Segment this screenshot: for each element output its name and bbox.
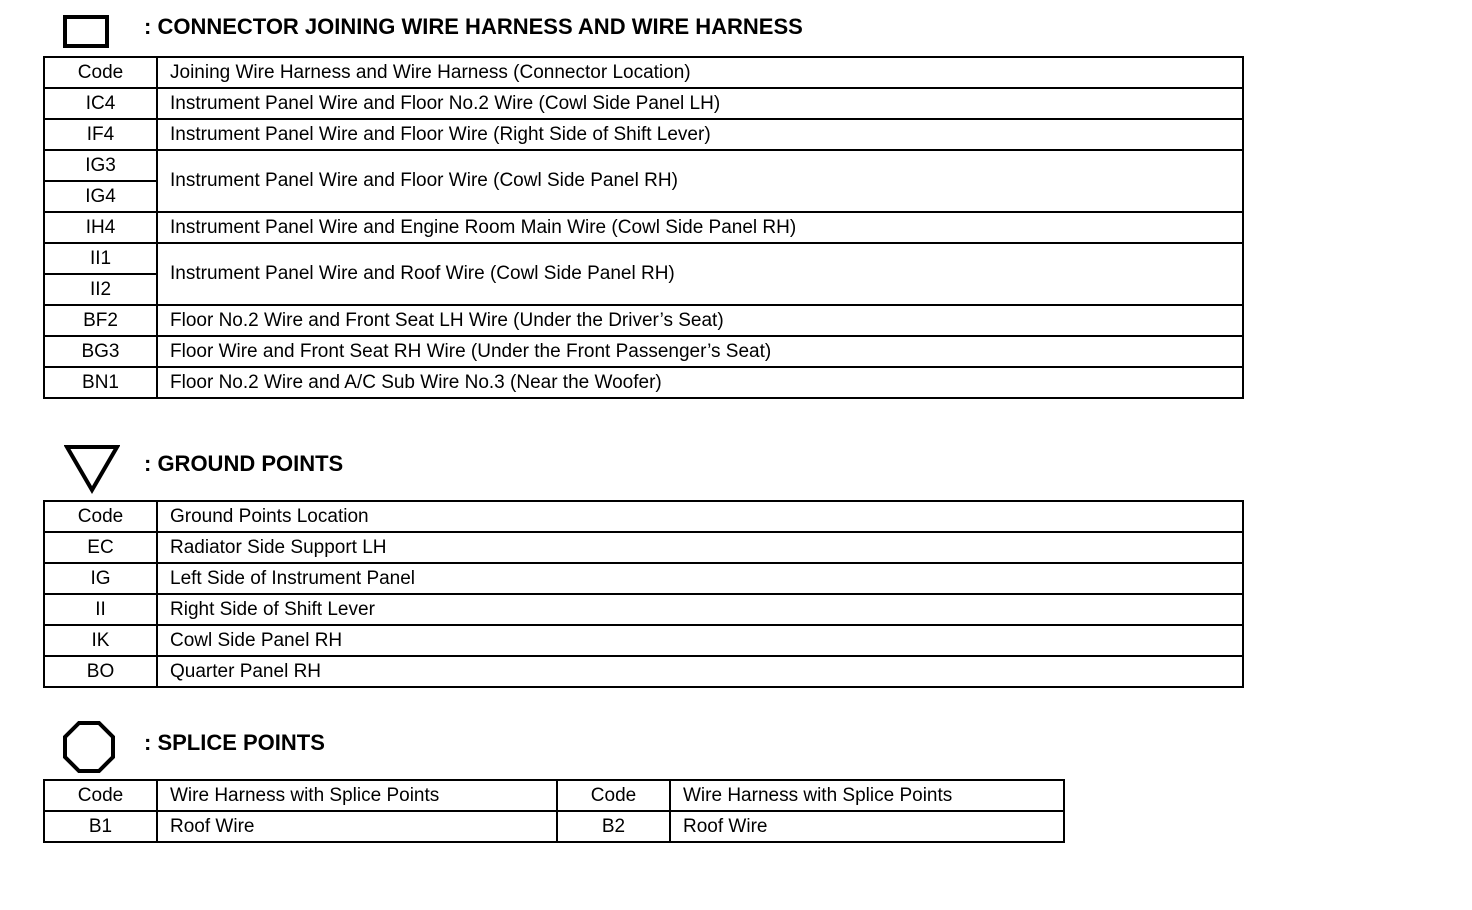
table-header-row [44, 501, 1243, 532]
table-row [44, 563, 1243, 594]
row-description: Quarter Panel RH [157, 656, 1243, 687]
table-row [44, 243, 1243, 274]
octagon-splice-icon [63, 721, 115, 773]
header-description: Joining Wire Harness and Wire Harness (Connector Location) [157, 57, 1243, 88]
row-code: II [44, 594, 157, 625]
connector-section-title: : CONNECTOR JOINING WIRE HARNESS AND WIRE HARNESS [144, 14, 803, 39]
row-description: Radiator Side Support LH [157, 532, 1243, 563]
row-description: Instrument Panel Wire and Floor Wire (Right Side of Shift Lever) [157, 119, 1243, 150]
row-code: IC4 [44, 88, 157, 119]
row-description: Instrument Panel Wire and Floor No.2 Wire (Cowl Side Panel LH) [157, 88, 1243, 119]
table-row [44, 212, 1243, 243]
table-row [44, 150, 1243, 181]
ground-table [43, 500, 1244, 688]
row-code: BO [44, 656, 157, 687]
row-description: Floor No.2 Wire and A/C Sub Wire No.3 (Near the Woofer) [157, 367, 1243, 398]
row-code: BN1 [44, 367, 157, 398]
table-header-row [44, 780, 1064, 811]
header-code: Code [44, 501, 157, 532]
header-description-right: Wire Harness with Splice Points [670, 780, 1064, 811]
header-code-left: Code [44, 780, 157, 811]
header-description: Ground Points Location [157, 501, 1243, 532]
table-row [44, 656, 1243, 687]
table-row [44, 88, 1243, 119]
header-code: Code [44, 57, 157, 88]
row-description: Instrument Panel Wire and Roof Wire (Cowl Side Panel RH) [157, 243, 1243, 305]
table-row [44, 367, 1243, 398]
header-code-right: Code [557, 780, 670, 811]
row-description: Right Side of Shift Lever [157, 594, 1243, 625]
row-description: Cowl Side Panel RH [157, 625, 1243, 656]
table-header-row [44, 57, 1243, 88]
row-code: BF2 [44, 305, 157, 336]
row-description: Floor No.2 Wire and Front Seat LH Wire (Under the Driver’s Seat) [157, 305, 1243, 336]
row-description-right: Roof Wire [670, 811, 1064, 842]
table-row [44, 305, 1243, 336]
row-code: II2 [44, 274, 157, 305]
row-code: IK [44, 625, 157, 656]
row-description: Instrument Panel Wire and Engine Room Main Wire (Cowl Side Panel RH) [157, 212, 1243, 243]
table-row [44, 532, 1243, 563]
row-description: Floor Wire and Front Seat RH Wire (Under the Front Passenger’s Seat) [157, 336, 1243, 367]
row-description: Instrument Panel Wire and Floor Wire (Cowl Side Panel RH) [157, 150, 1243, 212]
connector-table [43, 56, 1244, 399]
square-connector-icon [63, 15, 109, 49]
row-code: IG3 [44, 150, 157, 181]
header-description-left: Wire Harness with Splice Points [157, 780, 557, 811]
triangle-ground-icon [64, 444, 120, 494]
table-row [44, 811, 1064, 842]
splice-table [43, 779, 1065, 843]
row-code: II1 [44, 243, 157, 274]
row-code: IF4 [44, 119, 157, 150]
table-row [44, 119, 1243, 150]
row-description: Left Side of Instrument Panel [157, 563, 1243, 594]
row-code: IG4 [44, 181, 157, 212]
table-row [44, 594, 1243, 625]
ground-section-title: : GROUND POINTS [144, 451, 344, 476]
row-code: EC [44, 532, 157, 563]
table-row [44, 625, 1243, 656]
row-code-left: B1 [44, 811, 157, 842]
row-description-left: Roof Wire [157, 811, 557, 842]
table-row [44, 336, 1243, 367]
row-code: IH4 [44, 212, 157, 243]
row-code: IG [44, 563, 157, 594]
row-code-right: B2 [557, 811, 670, 842]
splice-section-title: : SPLICE POINTS [144, 730, 325, 755]
row-code: BG3 [44, 336, 157, 367]
